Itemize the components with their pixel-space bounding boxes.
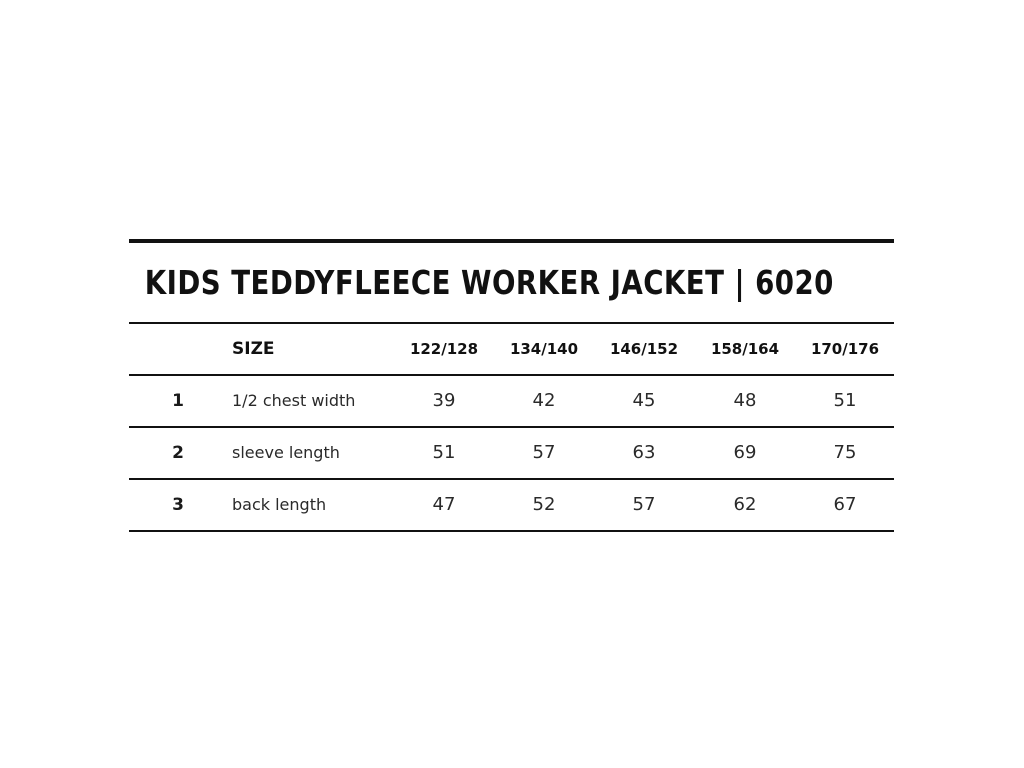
size-header: 158/164 [710, 340, 780, 358]
measurement-value: 57 [632, 494, 656, 515]
size-chart [129, 239, 894, 532]
table-row [129, 428, 894, 478]
size-header: 170/176 [810, 340, 880, 358]
measurement-value: 48 [733, 390, 757, 411]
measurement-value: 51 [432, 442, 456, 463]
measurement-value: 51 [833, 390, 857, 411]
measurement-value: 39 [432, 390, 456, 411]
measurement-value: 45 [632, 390, 656, 411]
bottom-divider [129, 530, 894, 532]
table-row [129, 480, 894, 530]
measurement-value: 67 [833, 494, 857, 515]
measurement-value: 42 [532, 390, 556, 411]
chart-title: KIDS TEDDYFLEECE WORKER JACKET | 6020 [144, 263, 834, 302]
row-number: 1 [172, 391, 184, 411]
size-header: 134/140 [509, 340, 579, 358]
measurement-value: 69 [733, 442, 757, 463]
measurement-value: 52 [532, 494, 556, 515]
measurement-label: sleeve length [232, 443, 340, 462]
measurement-label: 1/2 chest width [232, 391, 356, 410]
row-number: 2 [172, 443, 184, 463]
header-row [129, 324, 894, 374]
measurement-value: 62 [733, 494, 757, 515]
measurement-value: 57 [532, 442, 556, 463]
table-row [129, 376, 894, 426]
size-header: 146/152 [609, 340, 679, 358]
measurement-value: 63 [632, 442, 656, 463]
measurement-value: 47 [432, 494, 456, 515]
size-column-header: SIZE [232, 339, 275, 359]
measurement-value: 75 [833, 442, 857, 463]
size-header: 122/128 [409, 340, 479, 358]
row-number: 3 [172, 495, 184, 515]
measurement-label: back length [232, 495, 327, 514]
